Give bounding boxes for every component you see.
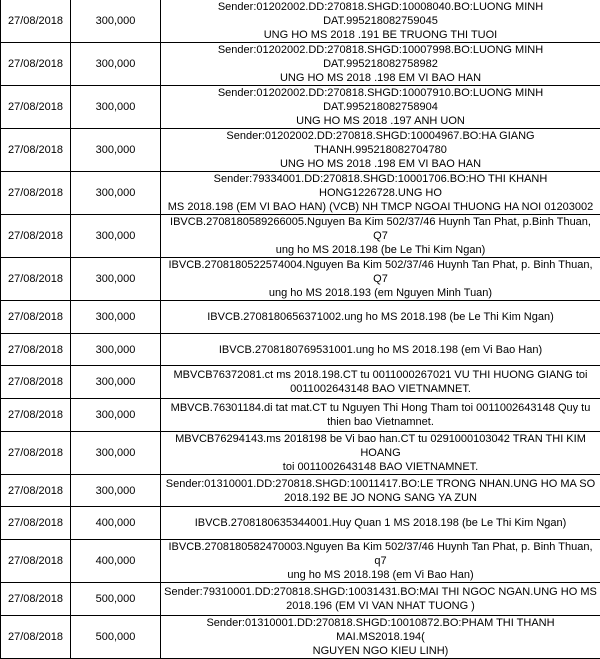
amount-cell: 300,000 xyxy=(71,172,161,215)
amount-cell: 400,000 xyxy=(71,507,161,540)
date-cell: 27/08/2018 xyxy=(1,258,71,301)
description-cell: Sender:01202002.DD:270818.SHGD:10007998.BO:LUONG MINH DAT.995218082758982 UNG HO MS 2018 .198 EM VI BAO HAN xyxy=(161,43,600,86)
date-cell: 27/08/2018 xyxy=(1,301,71,334)
date-cell: 27/08/2018 xyxy=(1,172,71,215)
amount-cell: 300,000 xyxy=(71,475,161,507)
table-row xyxy=(1,0,600,43)
table-row xyxy=(1,583,600,616)
date-cell: 27/08/2018 xyxy=(1,583,71,616)
description-cell: IBVCB.2708180656371002.ung ho MS 2018.198 (be Le Thi Kim Ngan) xyxy=(161,301,600,334)
date-cell: 27/08/2018 xyxy=(1,366,71,399)
table-row xyxy=(1,86,600,129)
amount-cell: 300,000 xyxy=(71,0,161,43)
amount-cell: 300,000 xyxy=(71,129,161,172)
description-cell: Sender:79310001.DD:270818.SHGD:10031431.BO:MAI THI NGOC NGAN.UNG HO MS 2018.196 (EM VI VAN NHAT TUONG ) xyxy=(161,583,600,616)
description-cell: IBVCB.2708180635344001.Huy Quan 1 MS 2018.198 (be Le Thi Kim Ngan) xyxy=(161,507,600,540)
description-cell: MBVCB76294143.ms 2018198 be Vi bao han.CT tu 0291000103042 TRAN THI KIM HOANG toi 0011002643148 BAO VIETNAMNET. xyxy=(161,432,600,475)
description-cell: IBVCB.2708180522574004.Nguyen Ba Kim 502/37/46 Huynh Tan Phat, p. Binh Thuan, Q7 ung ho MS 2018.193 (em Nguyen Minh Tuan) xyxy=(161,258,600,301)
amount-cell: 300,000 xyxy=(71,215,161,258)
amount-cell: 300,000 xyxy=(71,334,161,366)
description-cell: Sender:01310001.DD:270818.SHGD:10010872.BO:PHAM THI THANH MAI.MS2018.194( NGUYEN NGO KIEU LINH) xyxy=(161,616,600,659)
date-cell: 27/08/2018 xyxy=(1,432,71,475)
table-row xyxy=(1,399,600,432)
date-cell: 27/08/2018 xyxy=(1,507,71,540)
description-cell: IBVCB.2708180769531001.ung ho MS 2018.198 (em Vi Bao Han) xyxy=(161,334,600,366)
amount-cell: 500,000 xyxy=(71,616,161,659)
amount-cell: 300,000 xyxy=(71,301,161,334)
amount-cell: 300,000 xyxy=(71,366,161,399)
date-cell: 27/08/2018 xyxy=(1,475,71,507)
table-row xyxy=(1,507,600,540)
date-cell: 27/08/2018 xyxy=(1,334,71,366)
amount-cell: 300,000 xyxy=(71,43,161,86)
table-row xyxy=(1,215,600,258)
table-row xyxy=(1,334,600,366)
date-cell: 27/08/2018 xyxy=(1,86,71,129)
description-cell: Sender:79334001.DD:270818.SHGD:10001706.BO:HO THI KHANH HONG1226728.UNG HO MS 2018.198 (EM VI BAO HAN) (VCB) NH TMCP NGOAI THUONG HA NOI 01203002 xyxy=(161,172,600,215)
date-cell: 27/08/2018 xyxy=(1,616,71,659)
amount-cell: 300,000 xyxy=(71,399,161,432)
table-row xyxy=(1,172,600,215)
description-cell: Sender:01202002.DD:270818.SHGD:10007910.BO:LUONG MINH DAT.995218082758904 UNG HO MS 2018 .197 ANH UON xyxy=(161,86,600,129)
description-cell: Sender:01202002.DD:270818.SHGD:10004967.BO:HA GIANG THANH.995218082704780 UNG HO MS 2018 .198 EM VI BAO HAN xyxy=(161,129,600,172)
date-cell: 27/08/2018 xyxy=(1,129,71,172)
table-row xyxy=(1,475,600,507)
table-row xyxy=(1,366,600,399)
description-cell: MBVCB76372081.ct ms 2018.198.CT tu 0011000267021 VU THI HUONG GIANG toi 0011002643148 BAO VIETNAMNET. xyxy=(161,366,600,399)
table-row xyxy=(1,129,600,172)
transaction-table-body xyxy=(1,0,600,659)
description-cell: Sender:01310001.DD:270818.SHGD:10011417.BO:LE TRONG NHAN.UNG HO MA SO 2018.192 BE JO NONG SANG YA ZUN xyxy=(161,475,600,507)
amount-cell: 300,000 xyxy=(71,432,161,475)
amount-cell: 300,000 xyxy=(71,258,161,301)
description-cell: IBVCB.2708180582470003.Nguyen Ba Kim 502/37/46 Huynh Tan Phat, p. Binh Thuan, q7 ung ho MS 2018.198 (em Vi Bao Han) xyxy=(161,540,600,583)
description-cell: IBVCB.2708180589266005.Nguyen Ba Kim 502/37/46 Huynh Tan Phat, p.Binh Thuan, Q7 ung ho MS 2018.198 (be Le Thi Kim Ngan) xyxy=(161,215,600,258)
amount-cell: 300,000 xyxy=(71,86,161,129)
date-cell: 27/08/2018 xyxy=(1,215,71,258)
table-row xyxy=(1,616,600,659)
table-row xyxy=(1,258,600,301)
date-cell: 27/08/2018 xyxy=(1,0,71,43)
table-row xyxy=(1,432,600,475)
description-cell: MBVCB.76301184.di tat mat.CT tu Nguyen Thi Hong Tham toi 0011002643148 Quy tu thien bao Vietnamnet. xyxy=(161,399,600,432)
description-cell: Sender:01202002.DD:270818.SHGD:10008040.BO:LUONG MINH DAT.995218082759045 UNG HO MS 2018 .191 BE TRUONG THI TUOI xyxy=(161,0,600,43)
table-row xyxy=(1,301,600,334)
amount-cell: 400,000 xyxy=(71,540,161,583)
table-row xyxy=(1,43,600,86)
date-cell: 27/08/2018 xyxy=(1,540,71,583)
table-row xyxy=(1,540,600,583)
date-cell: 27/08/2018 xyxy=(1,399,71,432)
date-cell: 27/08/2018 xyxy=(1,43,71,86)
amount-cell: 500,000 xyxy=(71,583,161,616)
